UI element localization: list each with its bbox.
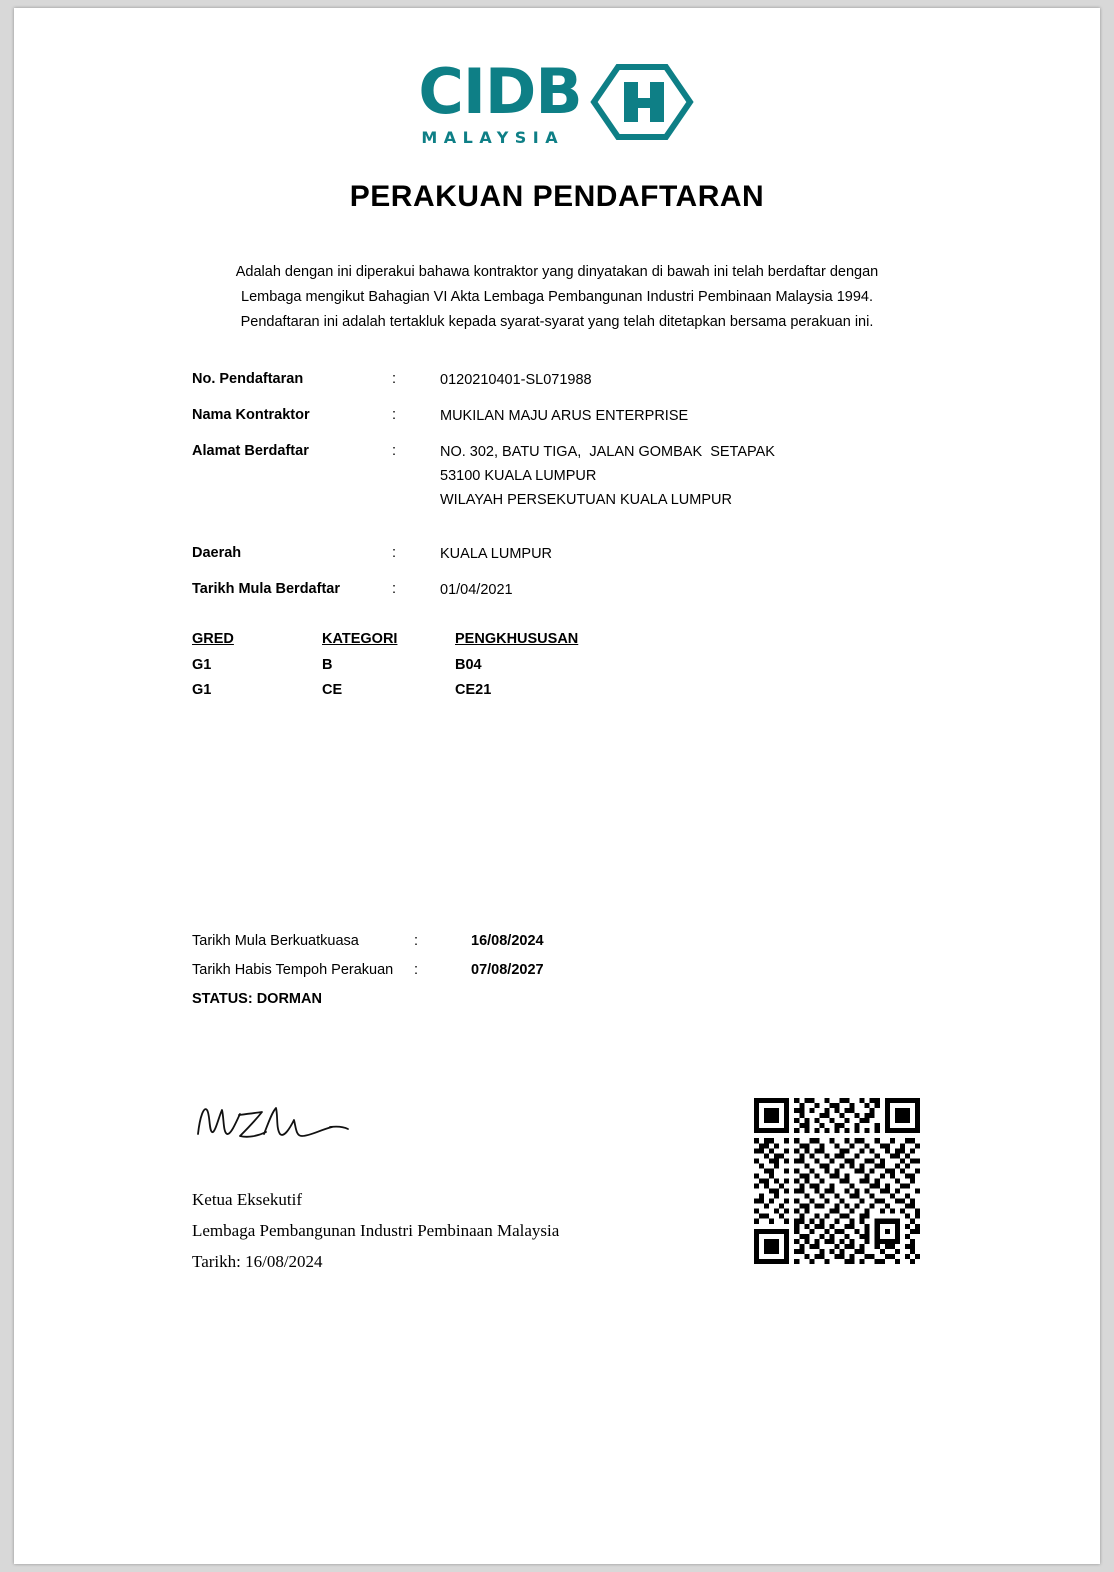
validity-label: Tarikh Habis Tempoh Perakuan bbox=[192, 962, 394, 978]
handwritten-signature-icon bbox=[192, 1094, 392, 1159]
field-value: 0120210401-SL071988 bbox=[440, 372, 592, 388]
intro-line-1: Adalah dengan ini diperakui bahawa kontraktor yang dinyatakan di bawah ini telah berdaftar dengan bbox=[235, 264, 879, 280]
address-line-2: 53100 KUALA LUMPUR bbox=[440, 468, 597, 484]
address-line-3: WILAYAH PERSEKUTUAN KUALA LUMPUR bbox=[440, 492, 732, 508]
grade-category-table bbox=[192, 631, 655, 707]
field-label: Alamat Berdaftar bbox=[192, 443, 309, 459]
validity-value: 16/08/2024 bbox=[471, 933, 544, 949]
table-row bbox=[192, 682, 655, 707]
field-label: Tarikh Mula Berdaftar bbox=[192, 581, 340, 597]
intro-line-3: Pendaftaran ini adalah tertakluk kepada syarat-syarat yang telah ditetapkan bersama perakuan ini. bbox=[240, 314, 874, 330]
signatory-details bbox=[192, 1184, 559, 1277]
field-daerah bbox=[192, 542, 992, 566]
validity-block bbox=[192, 933, 544, 1007]
field-value: 01/04/2021 bbox=[440, 582, 513, 598]
logo-brand-text: CIDB bbox=[418, 55, 582, 128]
signatory-organisation: Lembaga Pembangunan Industri Pembinaan Malaysia bbox=[192, 1221, 560, 1240]
cell-gred: G1 bbox=[192, 682, 212, 698]
signatory-date: Tarikh: 16/08/2024 bbox=[192, 1252, 323, 1271]
field-nama-kontraktor bbox=[192, 404, 992, 428]
status-badge: STATUS: DORMAN bbox=[192, 991, 322, 1007]
qr-code bbox=[754, 1098, 920, 1264]
certificate-page bbox=[14, 8, 1100, 1564]
field-alamat-berdaftar bbox=[192, 440, 992, 512]
validity-colon: : bbox=[414, 933, 419, 949]
cell-gred: G1 bbox=[192, 657, 212, 673]
registration-details bbox=[192, 368, 992, 614]
validity-label: Tarikh Mula Berkuatkuasa bbox=[192, 933, 359, 949]
table-row bbox=[192, 657, 655, 682]
cell-kategori: CE bbox=[322, 682, 343, 698]
cidb-logo bbox=[14, 55, 1100, 147]
column-header-gred: GRED bbox=[192, 631, 234, 647]
signatory-title: Ketua Eksekutif bbox=[192, 1190, 302, 1209]
intro-paragraph bbox=[14, 260, 1100, 335]
cell-pengkhususan: B04 bbox=[455, 657, 482, 673]
address-line-1: NO. 302, BATU TIGA, JALAN GOMBAK SETAPAK bbox=[440, 444, 775, 460]
field-label: No. Pendaftaran bbox=[192, 371, 304, 387]
field-colon: : bbox=[392, 545, 397, 561]
field-label: Nama Kontraktor bbox=[192, 407, 310, 423]
validity-colon: : bbox=[414, 962, 419, 978]
page-title: PERAKUAN PENDAFTARAN bbox=[349, 180, 765, 213]
field-no-pendaftaran bbox=[192, 368, 992, 392]
validity-value: 07/08/2027 bbox=[471, 962, 544, 978]
field-value: KUALA LUMPUR bbox=[440, 546, 553, 562]
field-value bbox=[440, 440, 775, 512]
table-header-row bbox=[192, 631, 655, 657]
field-tarikh-mula-berkuatkuasa bbox=[192, 933, 544, 949]
logo-sub-text: MALAYSIA bbox=[421, 128, 565, 147]
field-colon: : bbox=[392, 371, 397, 387]
intro-line-2: Lembaga mengikut Bahagian VI Akta Lembaga Pembangunan Industri Pembinaan Malaysia 1994. bbox=[241, 289, 873, 305]
cell-pengkhususan: CE21 bbox=[455, 682, 492, 698]
field-tarikh-mula-berdaftar bbox=[192, 578, 992, 602]
field-colon: : bbox=[392, 407, 397, 423]
field-colon: : bbox=[392, 443, 397, 459]
spacer bbox=[192, 524, 992, 542]
column-header-kategori: KATEGORI bbox=[322, 631, 398, 647]
field-label: Daerah bbox=[192, 545, 242, 561]
field-tarikh-habis-tempoh bbox=[192, 962, 544, 978]
column-header-pengkhususan: PENGKHUSUSAN bbox=[455, 631, 579, 647]
field-colon: : bbox=[392, 581, 397, 597]
cidb-hexagon-mark-icon bbox=[588, 62, 696, 147]
cell-kategori: B bbox=[322, 657, 333, 673]
field-value: MUKILAN MAJU ARUS ENTERPRISE bbox=[440, 408, 689, 424]
